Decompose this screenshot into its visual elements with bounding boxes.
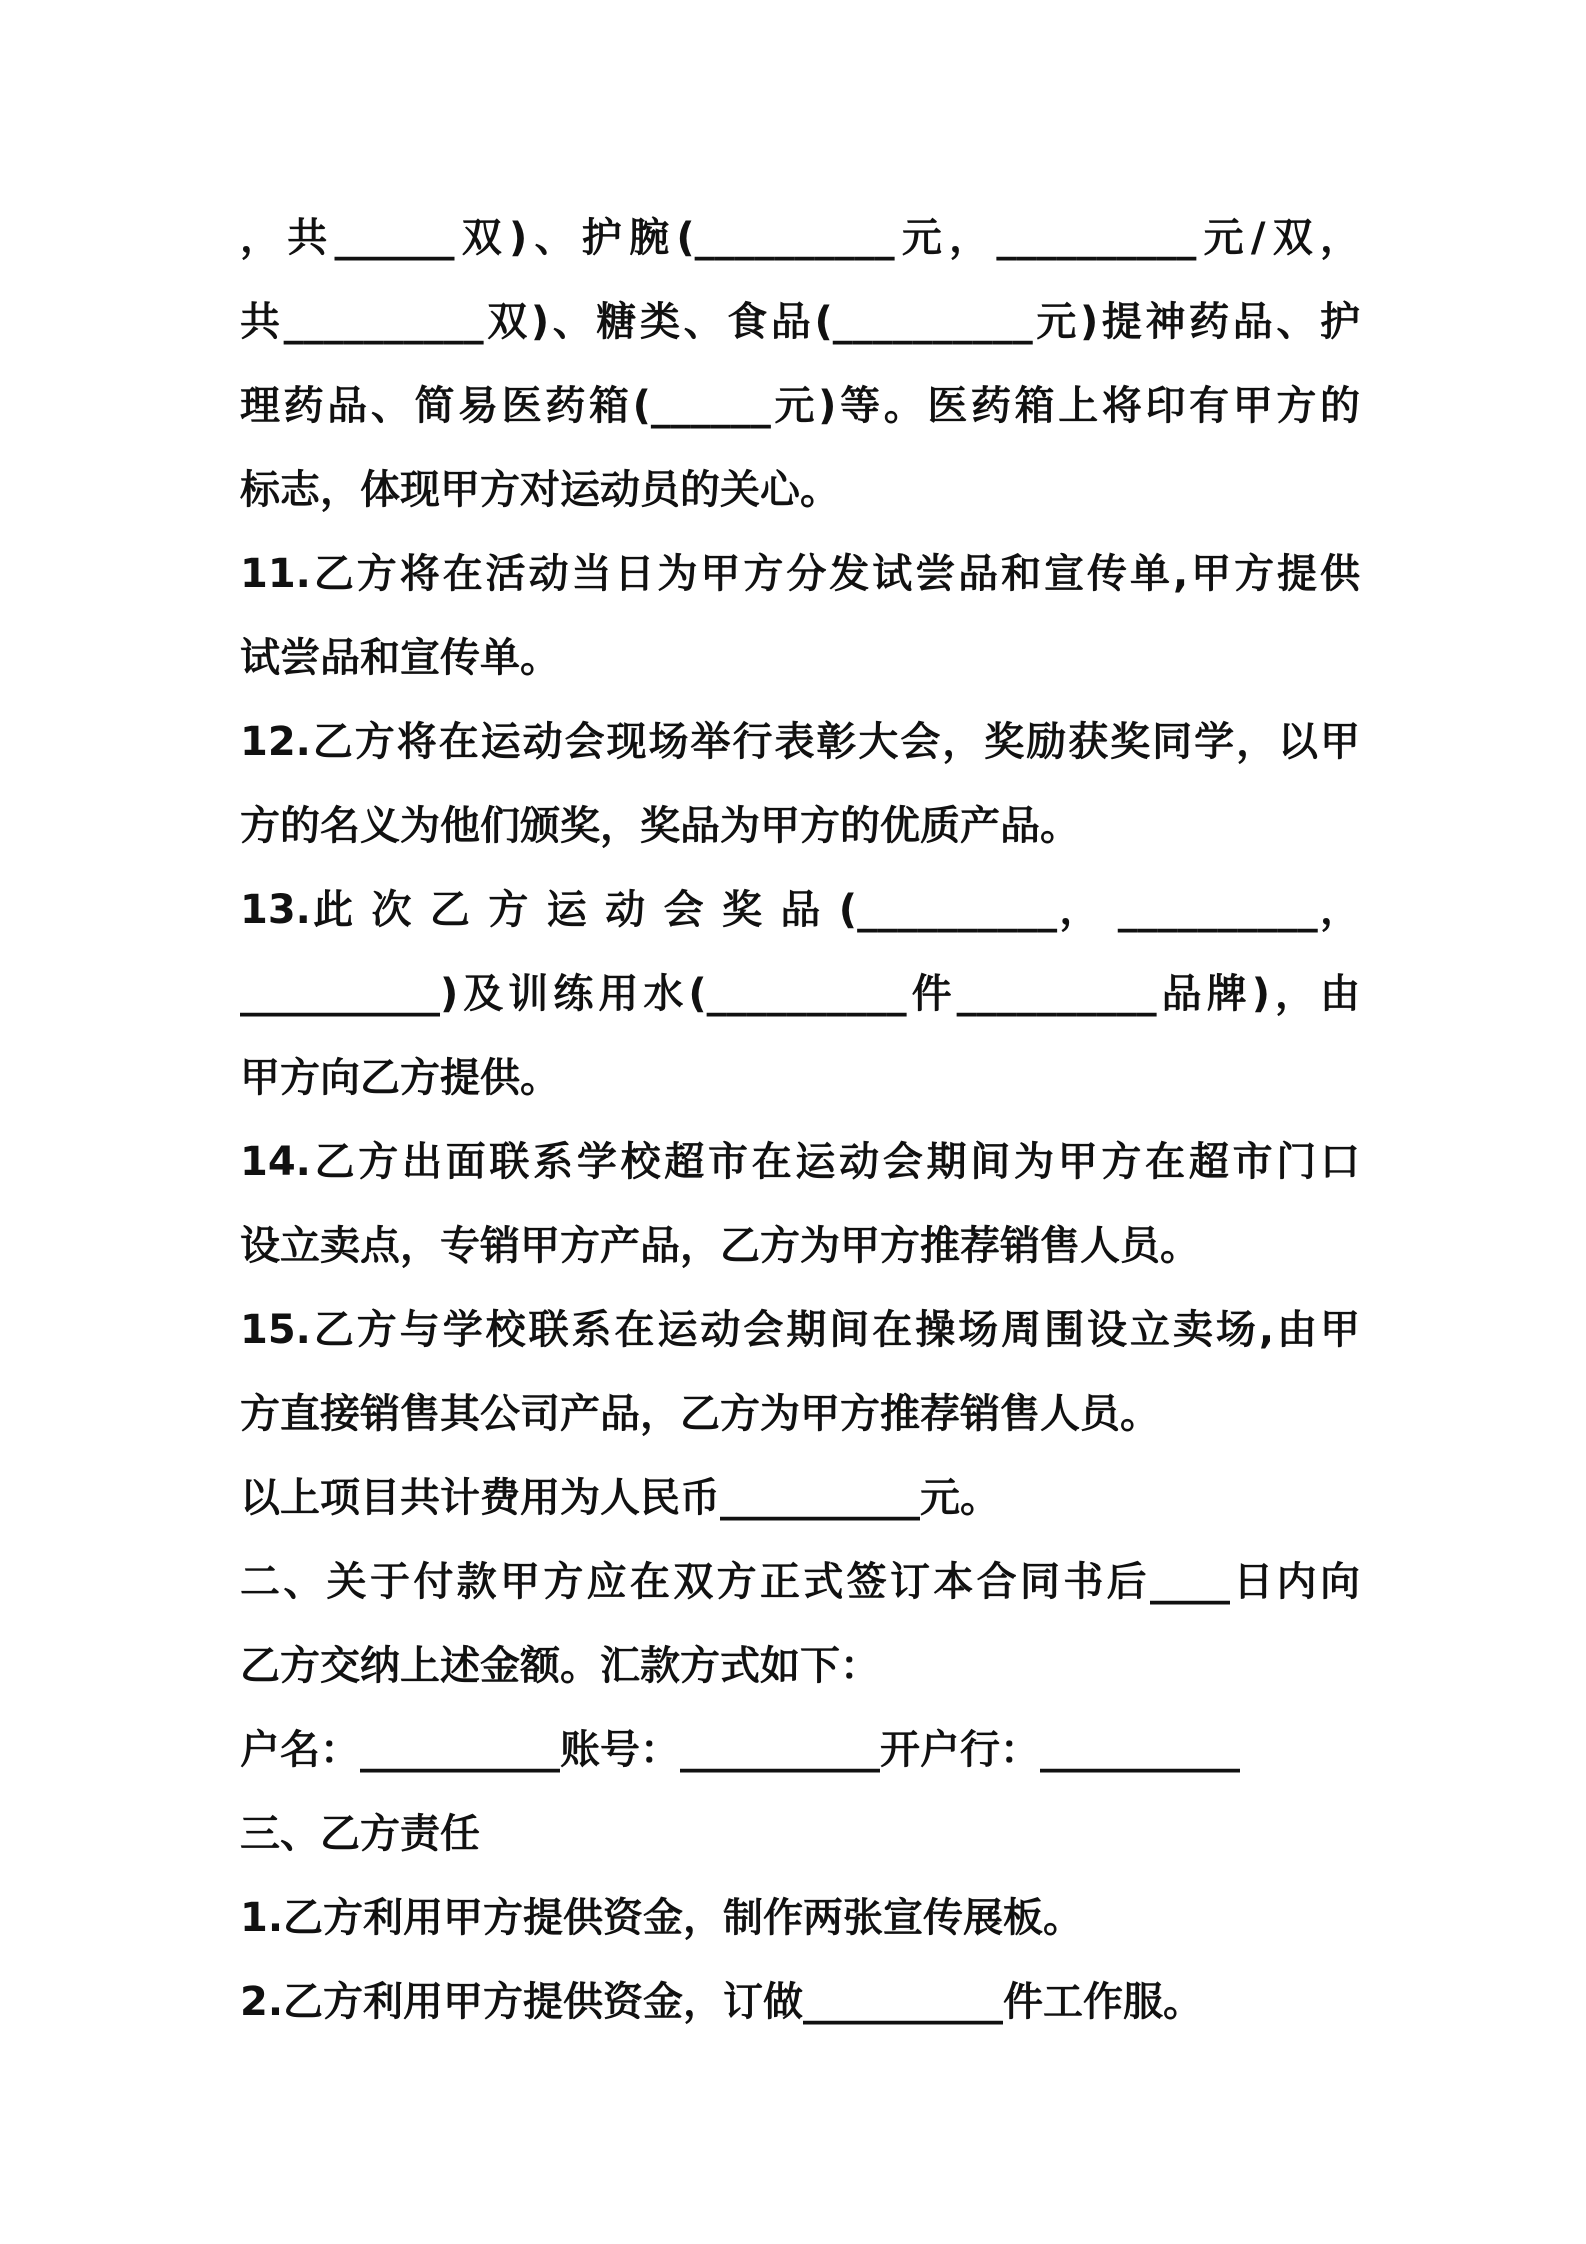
paragraph-line: 11.乙方将在活动当日为甲方分发试尝品和宣传单,甲方提供 <box>240 551 1360 597</box>
paragraph-line: 以上项目共计费用为人民币__________元。 <box>240 1475 1000 1521</box>
paragraph-line: 乙方交纳上述金额。汇款方式如下： <box>240 1643 880 1689</box>
paragraph-line: 2.乙方利用甲方提供资金，订做__________件工作服。 <box>240 1979 1204 2025</box>
paragraph-line: 方直接销售其公司产品，乙方为甲方推荐销售人员。 <box>240 1391 1160 1437</box>
paragraph-line: 方的名义为他们颁奖，奖品为甲方的优质产品。 <box>240 803 1080 849</box>
section-heading: 三、乙方责任 <box>240 1811 480 1857</box>
paragraph-line: 14.乙方出面联系学校超市在运动会期间为甲方在超市门口 <box>240 1139 1360 1185</box>
paragraph-line: 1.乙方利用甲方提供资金，制作两张宣传展板。 <box>240 1895 1084 1941</box>
paragraph-line: 户名：__________账号：__________开户行：__________ <box>240 1727 1240 1773</box>
paragraph-line: 共__________双)、糖类、食品(__________元)提神药品、护 <box>240 299 1360 345</box>
paragraph-line: 15.乙方与学校联系在运动会期间在操场周围设立卖场,由甲 <box>240 1307 1360 1353</box>
paragraph-line: __________)及训练用水(__________件__________品牌)，由 <box>240 971 1360 1017</box>
paragraph-line: 标志，体现甲方对运动员的关心。 <box>240 467 840 513</box>
paragraph-line: ，共______双)、护腕(__________元，__________元/双， <box>240 215 1360 261</box>
paragraph-line: 试尝品和宣传单。 <box>240 635 560 681</box>
paragraph-line: 13.此 次 乙 方 运 动 会 奖 品 (__________， __________， <box>240 887 1360 933</box>
paragraph-line: 理药品、简易医药箱(______元)等。医药箱上将印有甲方的 <box>240 383 1360 429</box>
paragraph-line: 12.乙方将在运动会现场举行表彰大会，奖励获奖同学，以甲 <box>240 719 1360 765</box>
document-page <box>240 196 1360 2044</box>
paragraph-line: 设立卖点，专销甲方产品，乙方为甲方推荐销售人员。 <box>240 1223 1200 1269</box>
paragraph-line: 二、关于付款甲方应在双方正式签订本合同书后____日内向 <box>240 1559 1360 1605</box>
paragraph-line: 甲方向乙方提供。 <box>240 1055 560 1101</box>
